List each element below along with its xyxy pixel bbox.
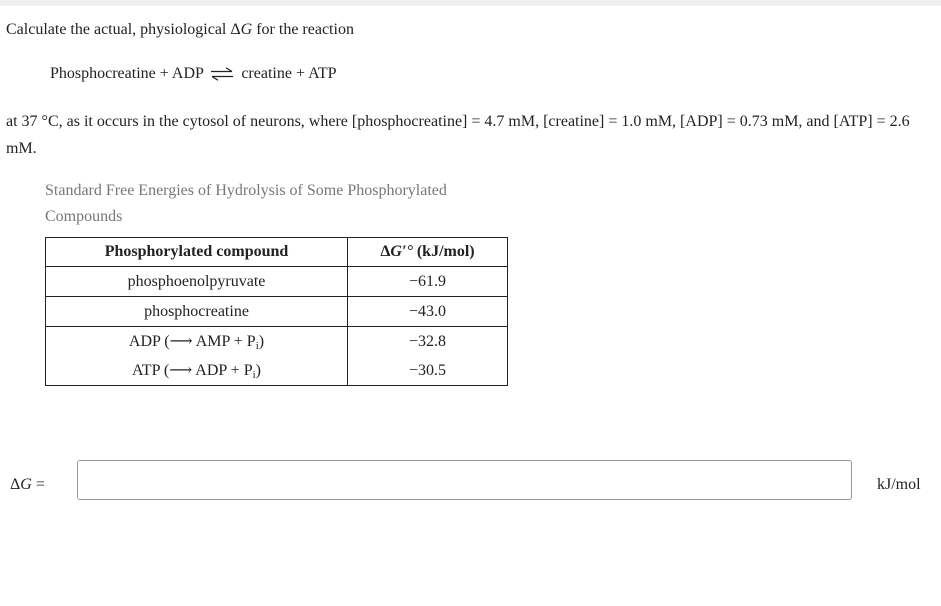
cell-compound — [46, 327, 348, 357]
answer-label-var: G — [20, 476, 32, 493]
header-energy-unit: (kJ/mol) — [412, 243, 475, 260]
table-header-row — [46, 238, 508, 267]
delta-g-answer-input[interactable] — [77, 460, 852, 500]
reaction-equation — [50, 63, 337, 85]
cell-energy: −30.5 — [348, 356, 508, 386]
table-row — [46, 327, 508, 357]
compound-name: ATP (⟶ ADP + P — [132, 362, 253, 379]
prompt-variable-g: G — [240, 21, 253, 38]
table-row — [46, 356, 508, 386]
reaction-reactants: Phosphocreatine + ADP — [50, 65, 204, 82]
subscript: i — [252, 369, 256, 381]
header-compound: Phosphorylated compound — [46, 238, 348, 267]
header-energy-delta: Δ — [380, 243, 391, 260]
reaction-products: creatine + ATP — [241, 65, 337, 82]
header-energy — [348, 238, 508, 267]
prompt-text-end: for the reaction — [252, 21, 354, 38]
free-energy-table — [45, 237, 508, 386]
cell-compound — [46, 297, 348, 327]
table-row — [46, 267, 508, 297]
compound-name: ADP (⟶ AMP + P — [128, 333, 256, 350]
reaction-conditions: at 37 °C, as it occurs in the cytosol of neurons, where [phosphocreatine] = 4.7 mM, [creatine] = 1.0 mM, [ADP] = 0.73 mM, and [ATP] = 2.6 mM. — [6, 113, 910, 157]
cell-compound — [46, 267, 348, 297]
close-paren: ) — [255, 362, 261, 379]
prompt-text-start: Calculate the actual, physiological Δ — [6, 21, 241, 38]
compound-name: phosphoenolpyruvate — [127, 272, 266, 290]
answer-label-equals: = — [31, 476, 45, 493]
question-prompt — [6, 19, 354, 41]
table-row — [46, 297, 508, 327]
cell-energy: −43.0 — [348, 297, 508, 327]
compound-name: phosphocreatine — [144, 302, 249, 320]
top-strip — [0, 0, 941, 6]
table-caption: Standard Free Energies of Hydrolysis of Some Phosphorylated Compounds — [45, 182, 447, 225]
answer-unit: kJ/mol — [877, 476, 921, 493]
cell-compound — [46, 356, 348, 386]
answer-label-delta: Δ — [10, 476, 21, 493]
cell-energy: −61.9 — [348, 267, 508, 297]
header-energy-var: G′° — [390, 243, 413, 260]
close-paren: ) — [258, 333, 265, 350]
cell-energy: −32.8 — [348, 327, 508, 357]
answer-label — [10, 474, 45, 496]
equilibrium-arrow-icon — [210, 67, 234, 81]
subscript: i — [255, 340, 259, 352]
